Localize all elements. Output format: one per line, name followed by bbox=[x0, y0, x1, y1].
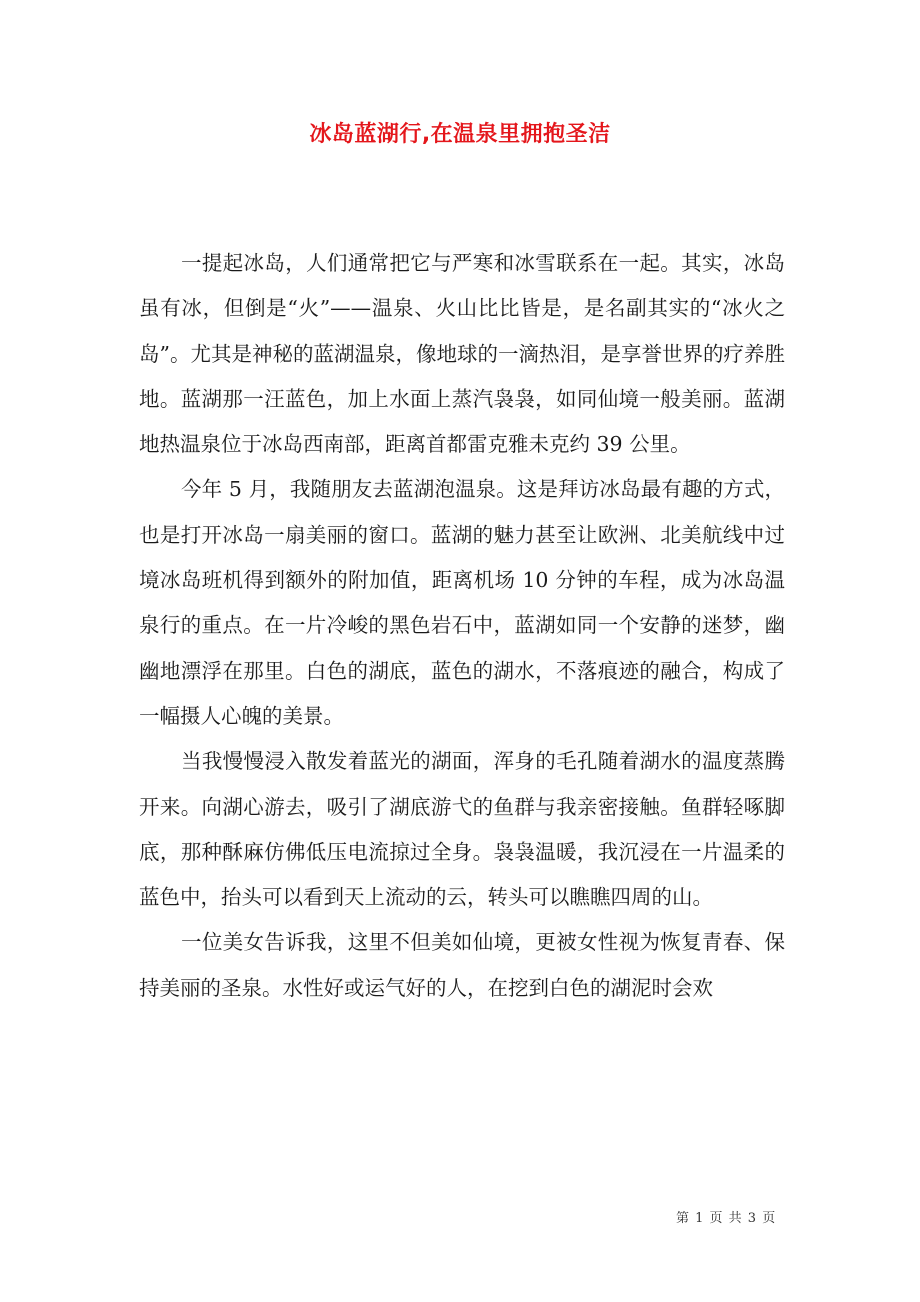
paragraph-4: 一位美女告诉我，这里不但美如仙境，更被女性视为恢复青春、保持美丽的圣泉。水性好或运气好的人，在挖到白色的湖泥时会欢 bbox=[139, 930, 785, 1000]
page-number-footer: 第 1 页 共 3 页 bbox=[676, 1211, 777, 1226]
paragraph-3: 当我慢慢浸入散发着蓝光的湖面，浑身的毛孔随着湖水的温度蒸腾开来。向湖心游去，吸引了湖底游弋的鱼群与我亲密接触。鱼群轻啄脚底，那种酥麻仿佛低压电流掠过全身。袅袅温暖，我沉浸在一片温柔的蓝色中，抬头可以看到天上流动的云，转头可以瞧瞧四周的山。 bbox=[139, 749, 785, 910]
document-body bbox=[139, 241, 785, 1011]
paragraph-1: 一提起冰岛，人们通常把它与严寒和冰雪联系在一起。其实，冰岛虽有冰，但倒是“火”——温泉、火山比比皆是，是名副其实的“冰火之岛”。尤其是神秘的蓝湖温泉，像地球的一滴热泪，是享誉世界的疗养胜地。蓝湖那一汪蓝色，加上水面上蒸汽袅袅，如同仙境一般美丽。蓝湖地热温泉位于冰岛西南部，距离首都雷克雅未克约 39 公里。 bbox=[139, 251, 785, 457]
paragraph-2: 今年 5 月，我随朋友去蓝湖泡温泉。这是拜访冰岛最有趣的方式，也是打开冰岛一扇美丽的窗口。蓝湖的魅力甚至让欧洲、北美航线中过境冰岛班机得到额外的附加值，距离机场 10 分钟的车程，成为冰岛温泉行的重点。在一片冷峻的黑色岩石中，蓝湖如同一个安静的迷梦，幽幽地漂浮在那里。白色的湖底，蓝色的湖水，不落痕迹的融合，构成了一幅摄人心魄的美景。 bbox=[139, 477, 785, 728]
document-title: 冰岛蓝湖行,在温泉里拥抱圣洁 bbox=[309, 122, 611, 147]
